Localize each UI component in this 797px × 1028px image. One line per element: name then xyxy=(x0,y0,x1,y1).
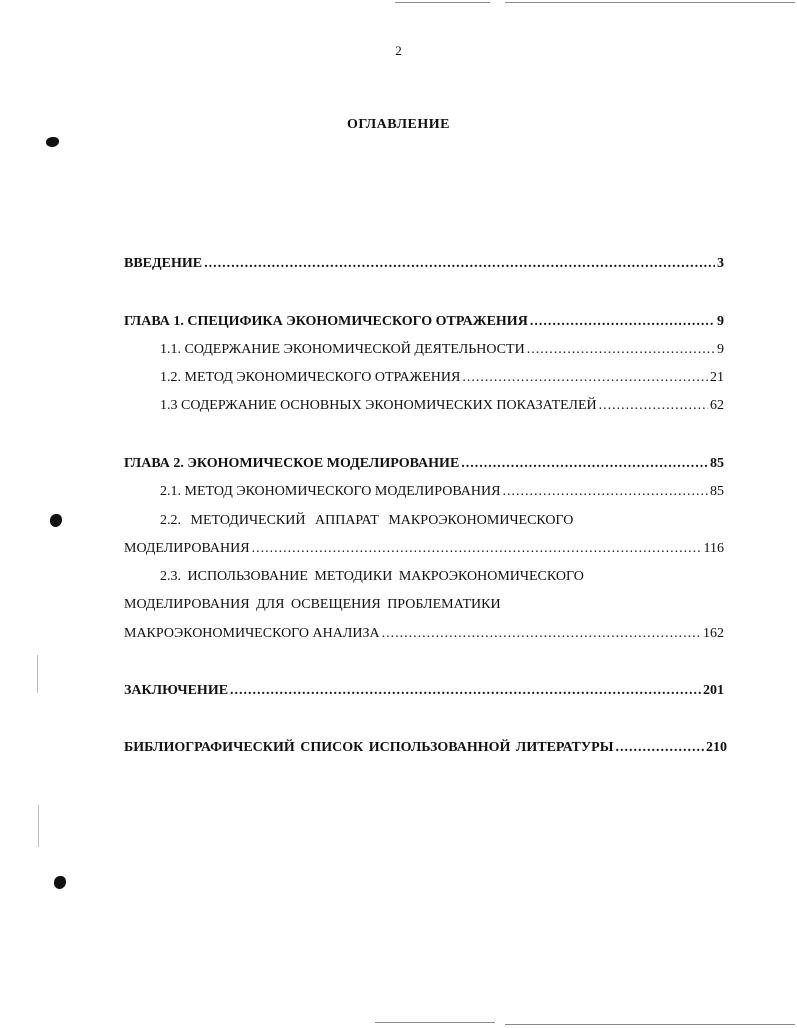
toc-entry-section-2-2[interactable] xyxy=(124,541,724,557)
toc-entry-chapter-1[interactable] xyxy=(124,314,724,330)
toc-leader-dots xyxy=(461,456,708,472)
toc-leader-dots xyxy=(530,314,715,330)
toc-entry-page: 85 xyxy=(710,484,724,499)
toc-entry-section-2-3-line-1: 2.3. ИСПОЛЬЗОВАНИЕ МЕТОДИКИ МАКРОЭКОНОМИЧЕСКОГО xyxy=(160,569,584,584)
page-number: 2 xyxy=(395,43,402,58)
toc-leader-dots xyxy=(502,484,708,500)
margin-mark-1 xyxy=(37,655,38,693)
margin-mark-2 xyxy=(38,805,39,847)
toc-title: ОГЛАВЛЕНИЕ xyxy=(347,117,450,132)
toc-leader-dots xyxy=(230,683,701,699)
toc-entry-label: ГЛАВА 1. СПЕЦИФИКА ЭКОНОМИЧЕСКОГО ОТРАЖЕНИЯ xyxy=(124,314,528,329)
toc-entry-page: 3 xyxy=(717,256,724,271)
toc-entry-label: ЗАКЛЮЧЕНИЕ xyxy=(124,683,229,698)
toc-entry-conclusion[interactable] xyxy=(124,683,724,699)
toc-leader-dots xyxy=(462,370,708,386)
toc-entry-label: ВВЕДЕНИЕ xyxy=(124,256,203,271)
toc-entry-label: 1.2. МЕТОД ЭКОНОМИЧЕСКОГО ОТРАЖЕНИЯ xyxy=(160,370,461,385)
scan-line-top-2 xyxy=(505,2,795,3)
toc-entry-section-2-1[interactable] xyxy=(160,484,724,500)
scan-line-top-1 xyxy=(395,2,490,3)
toc-leader-dots xyxy=(615,740,704,756)
toc-entry-page: 162 xyxy=(703,626,724,641)
toc-entry-label: 2.1. МЕТОД ЭКОНОМИЧЕСКОГО МОДЕЛИРОВАНИЯ xyxy=(160,484,501,499)
toc-entry-section-2-3-line-2: МОДЕЛИРОВАНИЯ ДЛЯ ОСВЕЩЕНИЯ ПРОБЛЕМАТИКИ xyxy=(124,597,501,612)
toc-leader-dots xyxy=(204,256,715,272)
toc-entry-page: 210 xyxy=(706,740,727,755)
toc-entry-label: БИБЛИОГРАФИЧЕСКИЙ СПИСОК ИСПОЛЬЗОВАННОЙ ЛИТЕРАТУРЫ xyxy=(124,740,614,755)
toc-entry-bibliography[interactable] xyxy=(124,740,727,756)
toc-entry-page: 62 xyxy=(710,398,724,413)
toc-entry-page: 9 xyxy=(717,342,724,357)
toc-entry-section-1-3[interactable] xyxy=(160,398,724,414)
toc-entry-page: 201 xyxy=(703,683,724,698)
toc-entry-intro[interactable] xyxy=(124,256,724,272)
toc-entry-label: МАКРОЭКОНОМИЧЕСКОГО АНАЛИЗА xyxy=(124,626,380,641)
toc-entry-label: 1.1. СОДЕРЖАНИЕ ЭКОНОМИЧЕСКОЙ ДЕЯТЕЛЬНОСТИ xyxy=(160,342,525,357)
toc-entry-label: ГЛАВА 2. ЭКОНОМИЧЕСКОЕ МОДЕЛИРОВАНИЕ xyxy=(124,456,460,471)
toc-leader-dots xyxy=(527,342,715,358)
toc-entry-label: МОДЕЛИРОВАНИЯ xyxy=(124,541,250,556)
toc-entry-section-2-2-line-1: 2.2. МЕТОДИЧЕСКИЙ АППАРАТ МАКРОЭКОНОМИЧЕСКОГО xyxy=(160,513,574,528)
toc-entry-page: 21 xyxy=(710,370,724,385)
toc-entry-page: 85 xyxy=(710,456,724,471)
toc-entry-page: 116 xyxy=(703,541,724,556)
toc-entry-section-1-2[interactable] xyxy=(160,370,724,386)
scan-line-bottom-1 xyxy=(375,1022,495,1023)
toc-leader-dots xyxy=(252,541,702,557)
toc-entry-section-2-3[interactable] xyxy=(124,626,724,642)
punch-hole-mark-1 xyxy=(46,137,59,147)
toc-entry-label: 1.3 СОДЕРЖАНИЕ ОСНОВНЫХ ЭКОНОМИЧЕСКИХ ПОКАЗАТЕЛЕЙ xyxy=(160,398,597,413)
toc-entry-chapter-2[interactable] xyxy=(124,456,724,472)
punch-hole-mark-2 xyxy=(50,514,62,527)
toc-entry-page: 9 xyxy=(717,314,724,329)
toc-entry-section-1-1[interactable] xyxy=(160,342,724,358)
scan-line-bottom-2 xyxy=(505,1024,795,1025)
toc-leader-dots xyxy=(599,398,708,414)
punch-hole-mark-3 xyxy=(54,876,66,889)
toc-leader-dots xyxy=(382,626,701,642)
